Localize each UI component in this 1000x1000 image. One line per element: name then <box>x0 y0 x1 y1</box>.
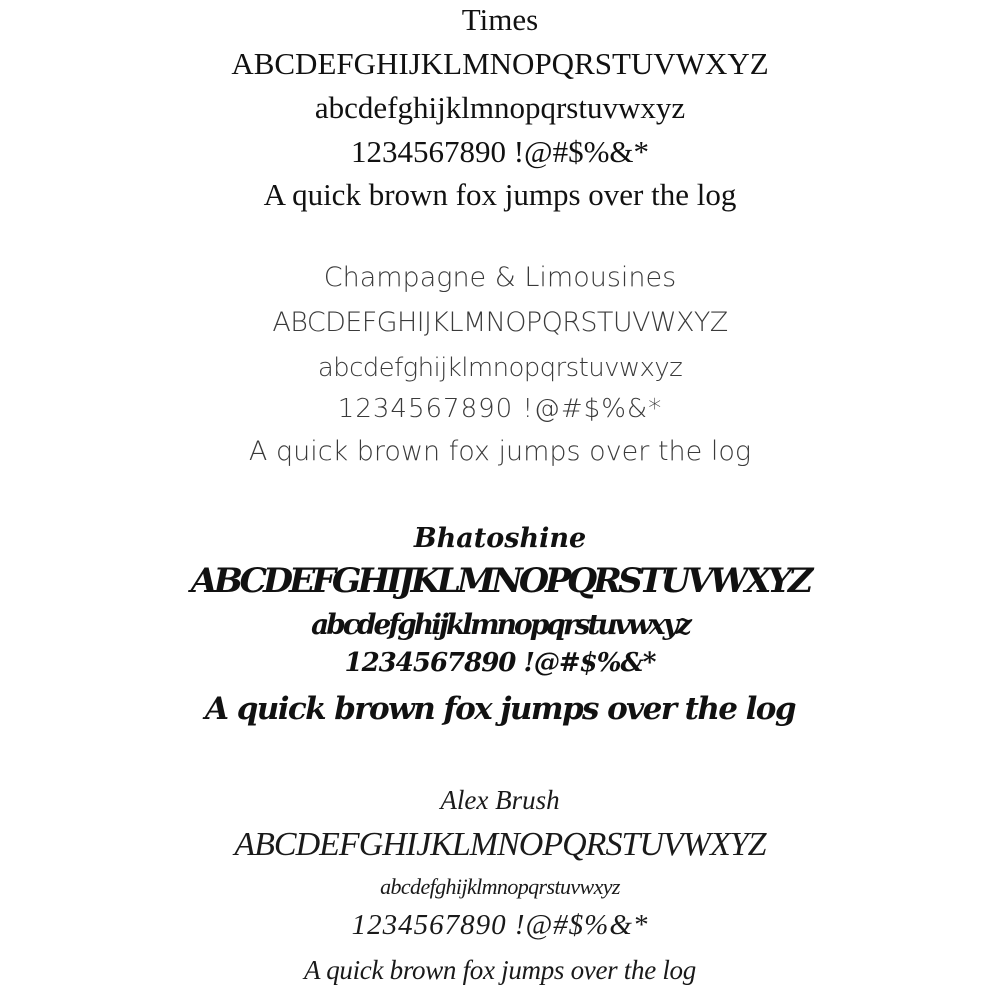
lowercase-sample: abcdefghijklmnopqrstuvwxyz <box>311 608 689 641</box>
pangram-sample: A quick brown fox jumps over the log <box>263 177 737 212</box>
numerals-sample: 1234567890 !@#$%&* <box>350 134 650 169</box>
uppercase-sample: ABCDEFGHIJKLMNOPQRSTUVWXYZ <box>234 826 766 863</box>
pangram-sample: A quick brown fox jumps over the log <box>205 691 795 727</box>
font-name: Champagne & Limousines <box>323 262 677 293</box>
numerals-sample: 1234567890 !@#$%&* <box>344 648 656 678</box>
numerals-sample: 1234567890 !@#$%&* <box>351 909 649 941</box>
pangram-sample: A quick brown fox jumps over the log <box>248 436 752 467</box>
lowercase-sample: abcdefghijklmnopqrstuvwxyz <box>314 90 686 125</box>
pangram-sample: A quick brown fox jumps over the log <box>304 955 696 985</box>
uppercase-sample: ABCDEFGHIJKLMNOPQRSTUVWXYZ <box>190 561 810 601</box>
lowercase-sample: abcdefghijklmnopqrstuvwxyz <box>317 353 683 383</box>
font-name: Alex Brush <box>440 785 560 815</box>
font-name: Times <box>461 2 539 37</box>
uppercase-sample: ABCDEFGHIJKLMNOPQRSTUVWXYZ <box>231 46 769 81</box>
font-name: Bhatoshine <box>413 523 587 554</box>
lowercase-sample: abcdefghijklmnopqrstuvwxyz <box>380 874 620 899</box>
numerals-sample: 1234567890 !@#$%&* <box>337 394 663 424</box>
uppercase-sample: ABCDEFGHIJKLMNOPQRSTUVWXYZ <box>272 307 728 338</box>
